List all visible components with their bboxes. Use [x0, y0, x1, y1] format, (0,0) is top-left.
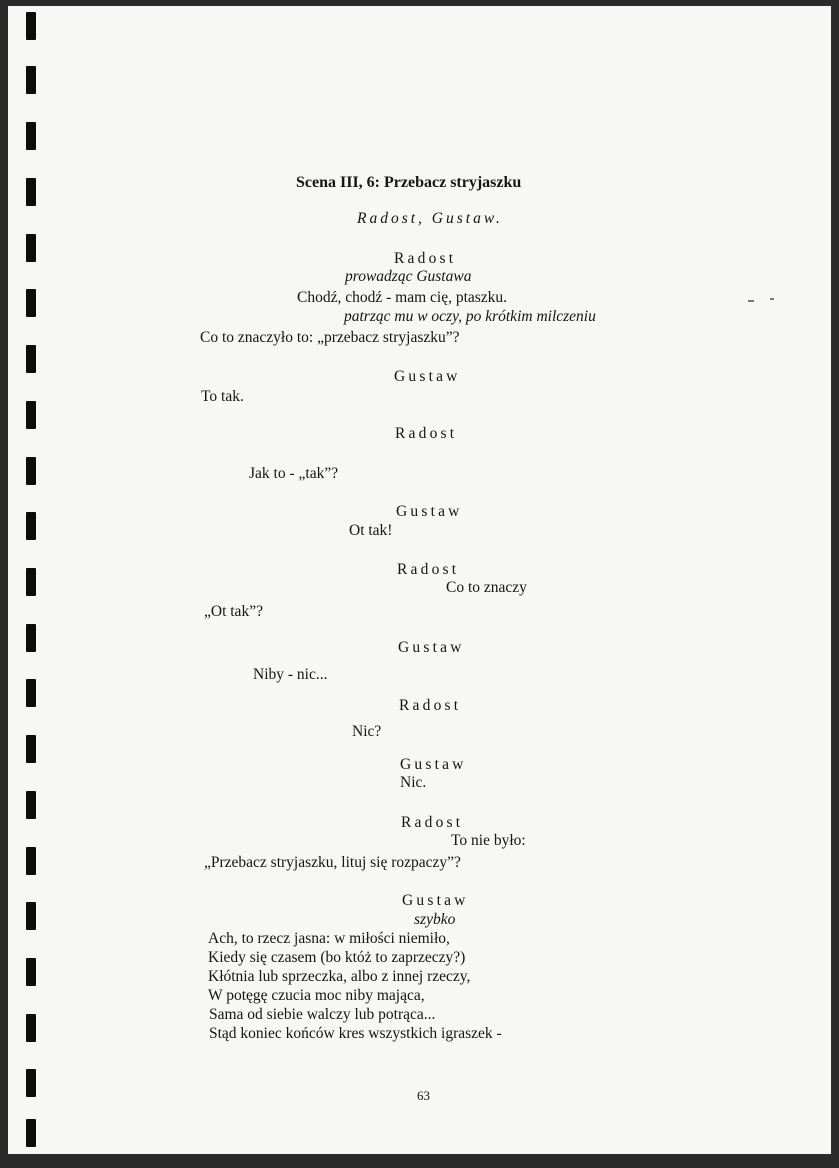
- speaker-name: Radost: [397, 561, 460, 578]
- speaker-name: Radost: [394, 250, 457, 267]
- binding-hole: [26, 512, 36, 540]
- speaker-name: Radost: [399, 697, 462, 714]
- dialogue-line: Ot tak!: [349, 522, 393, 539]
- binding-hole: [26, 345, 36, 373]
- verse-line: Kiedy się czasem (bo któż to zaprzeczy?): [208, 949, 466, 966]
- stage-direction: patrząc mu w oczy, po krótkim milczeniu: [344, 308, 596, 325]
- speaker-name: Gustaw: [394, 368, 461, 385]
- binding-hole: [26, 12, 36, 40]
- scene-title: Scena III, 6: Przebacz stryjaszku: [296, 174, 522, 191]
- binding-hole: [26, 568, 36, 596]
- dialogue-line: To tak.: [201, 388, 244, 405]
- dialogue-line: Nic.: [400, 774, 427, 791]
- binding-hole: [26, 457, 36, 485]
- dialogue-line: Nic?: [352, 723, 382, 740]
- binding-hole: [26, 66, 36, 94]
- binding-hole: [26, 1069, 36, 1097]
- speaker-name: Gustaw: [400, 756, 467, 773]
- binding-hole: [26, 401, 36, 429]
- verse-line: Sama od siebie walczy lub potrąca...: [209, 1006, 436, 1023]
- verse-line: W potęgę czucia moc niby mająca,: [208, 987, 425, 1004]
- document-page: [8, 6, 831, 1154]
- persons-line: Radost, Gustaw.: [357, 210, 503, 227]
- binding-hole: [26, 791, 36, 819]
- verse-line: Kłótnia lub sprzeczka, albo z innej rzeczy,: [208, 968, 471, 985]
- dialogue-line: „Przebacz stryjaszku, lituj się rozpaczy”?: [204, 854, 461, 871]
- binding-hole: [26, 847, 36, 875]
- verse-line: Stąd koniec końców kres wszystkich igraszek -: [209, 1025, 502, 1042]
- speaker-name: Gustaw: [396, 503, 463, 520]
- binding-hole: [26, 234, 36, 262]
- page-number: 63: [417, 1088, 430, 1103]
- stage-direction: prowadząc Gustawa: [345, 268, 472, 285]
- speaker-name: Gustaw: [398, 639, 465, 656]
- dialogue-line: Co to znaczy: [446, 579, 527, 596]
- binding-hole: [26, 958, 36, 986]
- binding-hole: [26, 1014, 36, 1042]
- stage-direction: szybko: [414, 911, 456, 928]
- binding-hole: [26, 735, 36, 763]
- dialogue-line: „Ot tak”?: [204, 603, 263, 620]
- binding-hole: [26, 289, 36, 317]
- dialogue-line: Co to znaczyło to: „przebacz stryjaszku”?: [200, 329, 460, 346]
- dialogue-line: Jak to - „tak”?: [249, 465, 339, 482]
- binding-hole: [26, 679, 36, 707]
- dialogue-line: Chodź, chodź - mam cię, ptaszku.: [297, 289, 508, 306]
- binding-hole: [26, 178, 36, 206]
- speaker-name: Radost: [395, 425, 458, 442]
- speaker-name: Radost: [401, 814, 464, 831]
- binding-hole: [26, 1119, 36, 1147]
- binding-hole: [26, 902, 36, 930]
- scan-mark: [770, 298, 774, 300]
- verse-line: Ach, to rzecz jasna: w miłości niemiło,: [208, 930, 450, 947]
- scan-mark: [748, 300, 754, 302]
- dialogue-line: Niby - nic...: [253, 666, 328, 683]
- speaker-name: Gustaw: [402, 892, 469, 909]
- binding-hole: [26, 624, 36, 652]
- dialogue-line: To nie było:: [451, 832, 526, 849]
- binding-hole: [26, 122, 36, 150]
